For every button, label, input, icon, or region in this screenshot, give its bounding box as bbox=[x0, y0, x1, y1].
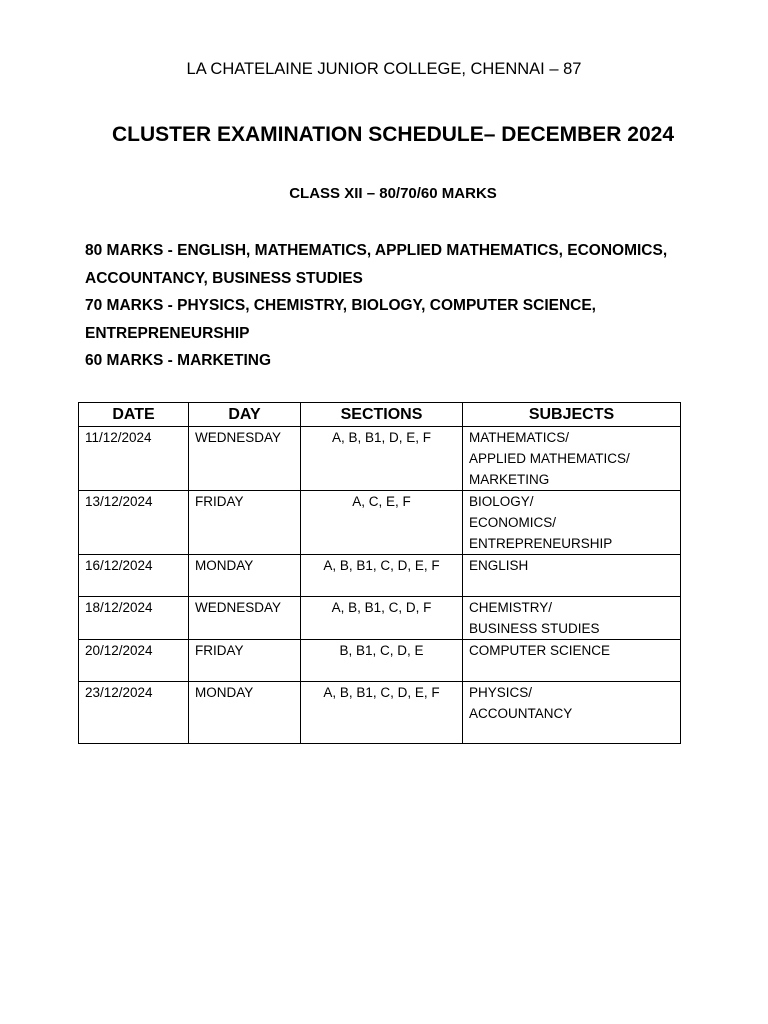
marks-distribution bbox=[85, 237, 725, 375]
class-subtitle: CLASS XII – 80/70/60 MARKS bbox=[289, 185, 497, 202]
cell-sections: B, B1, C, D, E bbox=[301, 640, 463, 682]
exam-schedule-table bbox=[78, 402, 681, 744]
cell-day: MONDAY bbox=[189, 682, 301, 744]
subject-line: ECONOMICS/ bbox=[469, 515, 557, 530]
cell-subjects bbox=[463, 682, 681, 744]
cell-subjects bbox=[463, 597, 681, 640]
cell-subjects bbox=[463, 427, 681, 491]
subject-line: BIOLOGY/ bbox=[469, 494, 534, 509]
cell-sections: A, B, B1, C, D, E, F bbox=[301, 682, 463, 744]
cell-sections: A, C, E, F bbox=[301, 491, 463, 555]
subject-line: PHYSICS/ bbox=[469, 685, 533, 700]
table-row bbox=[79, 597, 681, 640]
table-row bbox=[79, 682, 681, 744]
marks-line: ENTREPRENEURSHIP bbox=[85, 324, 250, 342]
header-sections: SECTIONS bbox=[301, 403, 463, 427]
cell-sections: A, B, B1, D, E, F bbox=[301, 427, 463, 491]
header-subjects: SUBJECTS bbox=[463, 403, 681, 427]
table-row bbox=[79, 427, 681, 491]
marks-line: 60 MARKS - MARKETING bbox=[85, 352, 272, 369]
table-row bbox=[79, 555, 681, 597]
cell-date: 16/12/2024 bbox=[79, 555, 189, 597]
cell-sections: A, B, B1, C, D, E, F bbox=[301, 555, 463, 597]
subject-line: MARKETING bbox=[469, 472, 550, 487]
cell-day: MONDAY bbox=[189, 555, 301, 597]
page-title: CLUSTER EXAMINATION SCHEDULE– DECEMBER 2024 bbox=[111, 123, 675, 146]
cell-date: 23/12/2024 bbox=[79, 682, 189, 744]
cell-sections: A, B, B1, C, D, F bbox=[301, 597, 463, 640]
subject-line: MATHEMATICS/ bbox=[469, 430, 569, 445]
cell-date: 13/12/2024 bbox=[79, 491, 189, 555]
cell-date: 18/12/2024 bbox=[79, 597, 189, 640]
college-name: LA CHATELAINE JUNIOR COLLEGE, CHENNAI – 87 bbox=[186, 60, 582, 78]
table-row bbox=[79, 491, 681, 555]
cell-day: WEDNESDAY bbox=[189, 597, 301, 640]
subject-line: BUSINESS STUDIES bbox=[469, 621, 600, 636]
table-row bbox=[79, 640, 681, 682]
marks-line: ACCOUNTANCY, BUSINESS STUDIES bbox=[85, 269, 363, 287]
marks-line: 80 MARKS - ENGLISH, MATHEMATICS, APPLIED MATHEMATICS, ECONOMICS, bbox=[85, 242, 668, 259]
cell-subjects bbox=[463, 555, 681, 597]
cell-day: FRIDAY bbox=[189, 640, 301, 682]
cell-day: WEDNESDAY bbox=[189, 427, 301, 491]
marks-line: 70 MARKS - PHYSICS, CHEMISTRY, BIOLOGY, COMPUTER SCIENCE, bbox=[85, 297, 596, 314]
subject-line: CHEMISTRY/ bbox=[469, 600, 553, 615]
subject-line: COMPUTER SCIENCE bbox=[469, 643, 611, 658]
cell-date: 11/12/2024 bbox=[79, 427, 189, 491]
cell-subjects bbox=[463, 491, 681, 555]
cell-date: 20/12/2024 bbox=[79, 640, 189, 682]
header-date: DATE bbox=[79, 403, 189, 427]
subject-line: ENGLISH bbox=[469, 558, 529, 573]
subject-line: ENTREPRENEURSHIP bbox=[469, 536, 613, 551]
subject-line: ACCOUNTANCY bbox=[469, 706, 573, 721]
subject-line: APPLIED MATHEMATICS/ bbox=[469, 451, 630, 466]
cell-day: FRIDAY bbox=[189, 491, 301, 555]
cell-subjects bbox=[463, 640, 681, 682]
table-header-row bbox=[79, 403, 681, 427]
header-day: DAY bbox=[189, 403, 301, 427]
